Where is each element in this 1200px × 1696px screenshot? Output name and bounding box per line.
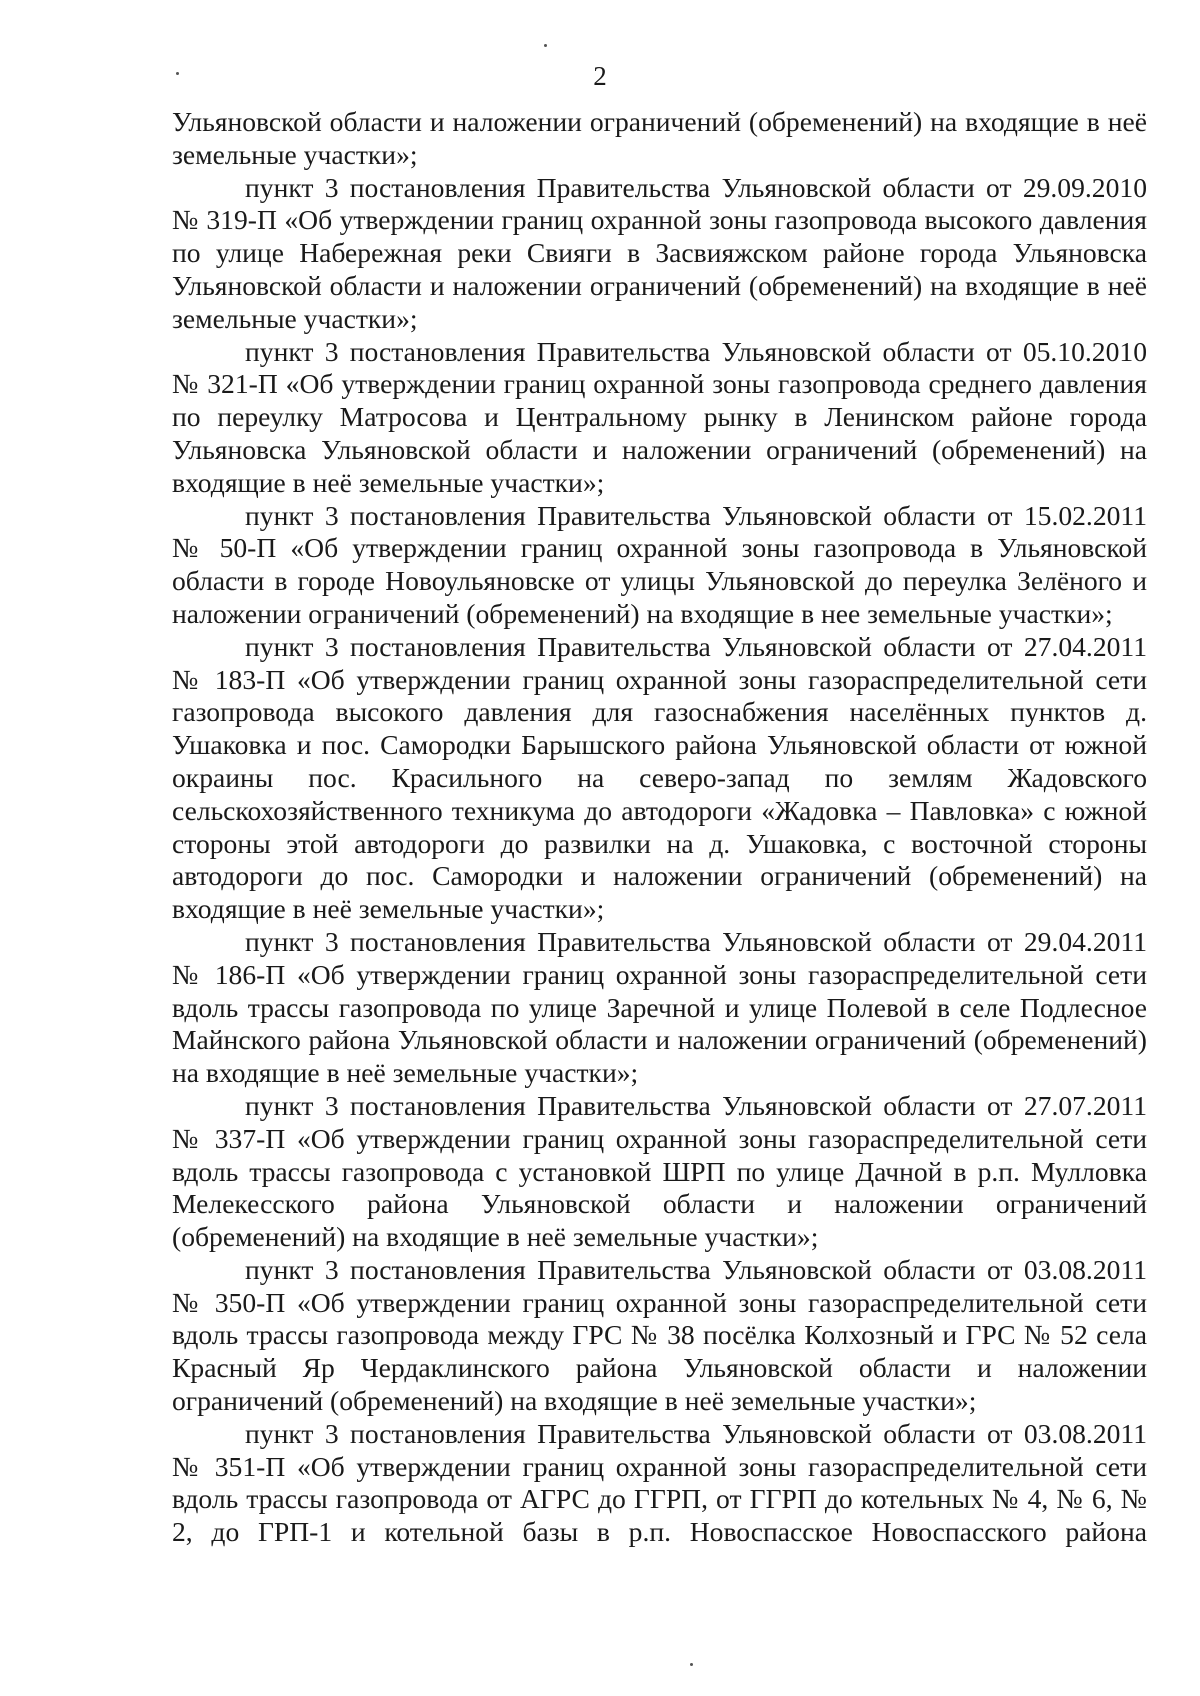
paragraph-clause-351p: пункт 3 постановления Правительства Ульяновской области от 03.08.2011 № 351-П «Об утверждении границ охранной зоны газораспределительной сети вдоль трассы газопровода от АГРС до ГГРП, от ГГРП до котельных № 4, № 6, № 2, до ГРП-1 и котельной базы в р.п. Новоспасское Новоспасского района	[172, 1417, 1147, 1548]
scan-speck	[690, 1663, 693, 1666]
paragraph-continuation: Ульяновской области и наложении ограничений (обременений) на входящие в неё земельные участки»;	[172, 106, 1147, 170]
document-body	[172, 106, 1147, 1549]
paragraph-clause-186p: пункт 3 постановления Правительства Ульяновской области от 29.04.2011 № 186-П «Об утверждении границ охранной зоны газораспределительной сети вдоль трассы газопровода по улице Заречной и улице Полевой в селе Подлесное Майнского района Ульяновской области и наложении ограничений (обременений) на входящие в неё земельные участки»;	[172, 925, 1147, 1089]
paragraph-clause-350p: пункт 3 постановления Правительства Ульяновской области от 03.08.2011 № 350-П «Об утверждении границ охранной зоны газораспределительной сети вдоль трассы газопровода между ГРС № 38 посёлка Колхозный и ГРС № 52 села Красный Яр Чердаклинского района Ульяновской области и наложении ограничений (обременений) на входящие в неё земельные участки»;	[172, 1253, 1147, 1417]
scan-speck	[544, 44, 547, 47]
paragraph-clause-337p: пункт 3 постановления Правительства Ульяновской области от 27.07.2011 № 337-П «Об утверждении границ охранной зоны газораспределительной сети вдоль трассы газопровода с установкой ШРП по улице Дачной в р.п. Мулловка Мелекесского района Ульяновской области и наложении ограничений (обременений) на входящие в неё земельные участки»;	[172, 1089, 1147, 1253]
paragraph-clause-319p: пункт 3 постановления Правительства Ульяновской области от 29.09.2010 № 319-П «Об утверждении границ охранной зоны газопровода высокого давления по улице Набережная реки Свияги в Засвияжском районе города Ульяновска Ульяновской области и наложении ограничений (обременений) на входящие в неё земельные участки»;	[172, 171, 1147, 334]
page-number: 2	[593, 61, 607, 91]
paragraph-clause-183p: пункт 3 постановления Правительства Ульяновской области от 27.04.2011 № 183-П «Об утверждении границ охранной зоны газораспределительной сети газопровода высокого давления для газоснабжения населённых пунктов д. Ушаковка и пос. Самородки Барышского района Ульяновской области от южной окраины пос. Красильного на северо-запад по землям Жадовского сельскохозяйственного техникума до автодороги «Жадовка – Павловка» с южной стороны этой автодороги до развилки на д. Ушаковка, с восточной стороны автодороги до пос. Самородки и наложении ограничений (обременений) на входящие в неё земельные участки»;	[172, 630, 1147, 925]
paragraph-clause-321p: пункт 3 постановления Правительства Ульяновской области от 05.10.2010 № 321-П «Об утверждении границ охранной зоны газопровода среднего давления по переулку Матросова и Центральному рынку в Ленинском районе города Ульяновска Ульяновской области и наложении ограничений (обременений) на входящие в неё земельные участки»;	[172, 335, 1147, 498]
paragraph-clause-50p: пункт 3 постановления Правительства Ульяновской области от 15.02.2011 № 50-П «Об утверждении границ охранной зоны газопровода в Ульяновской области в городе Новоульяновске от улицы Ульяновской до переулка Зелёного и наложении ограничений (обременений) на входящие в нее земельные участки»;	[172, 499, 1147, 629]
